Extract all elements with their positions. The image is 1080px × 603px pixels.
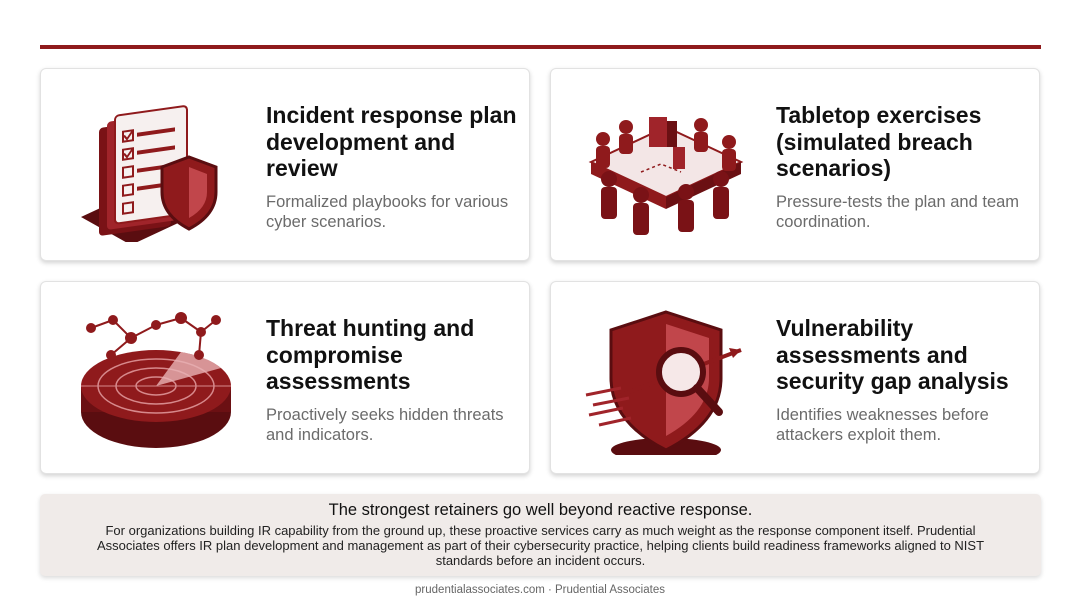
shield-magnifier-icon bbox=[581, 300, 751, 455]
card-description: Formalized playbooks for various cyber scenarios. bbox=[266, 193, 509, 231]
summary-body: For organizations building IR capability from the ground up, these proactive services carry as much weight as the response component itself. Prudential Associates offers IR plan development and management as part of their cybersecurity practice, helping clients build readiness frameworks aligned to NIST standards before an incident occurs. bbox=[96, 523, 985, 568]
radar-network-icon bbox=[71, 300, 241, 455]
card-description: Identifies weaknesses before attackers exploit them. bbox=[776, 406, 989, 444]
card-title: Vulnerability assessments and security gap analysis bbox=[776, 315, 1009, 394]
card-tabletop-exercises bbox=[550, 68, 1040, 261]
card-incident-response bbox=[40, 68, 530, 261]
footer-source: prudentialassociates.com · Prudential Associates bbox=[415, 584, 665, 596]
card-title: Incident response plan development and review bbox=[266, 102, 517, 181]
card-title: Threat hunting and compromise assessments bbox=[266, 315, 475, 394]
card-vulnerability-assessments bbox=[550, 281, 1040, 474]
tabletop-team-icon bbox=[581, 87, 751, 242]
summary-headline: The strongest retainers go well beyond reactive response. bbox=[328, 501, 753, 519]
card-title: Tabletop exercises (simulated breach scenarios) bbox=[776, 102, 982, 181]
card-description: Proactively seeks hidden threats and indicators. bbox=[266, 406, 504, 444]
card-threat-hunting bbox=[40, 281, 530, 474]
summary-callout bbox=[40, 494, 1041, 576]
document-shield-icon bbox=[71, 87, 241, 242]
top-accent-rule bbox=[40, 45, 1041, 49]
card-description: Pressure-tests the plan and team coordination. bbox=[776, 193, 1020, 231]
